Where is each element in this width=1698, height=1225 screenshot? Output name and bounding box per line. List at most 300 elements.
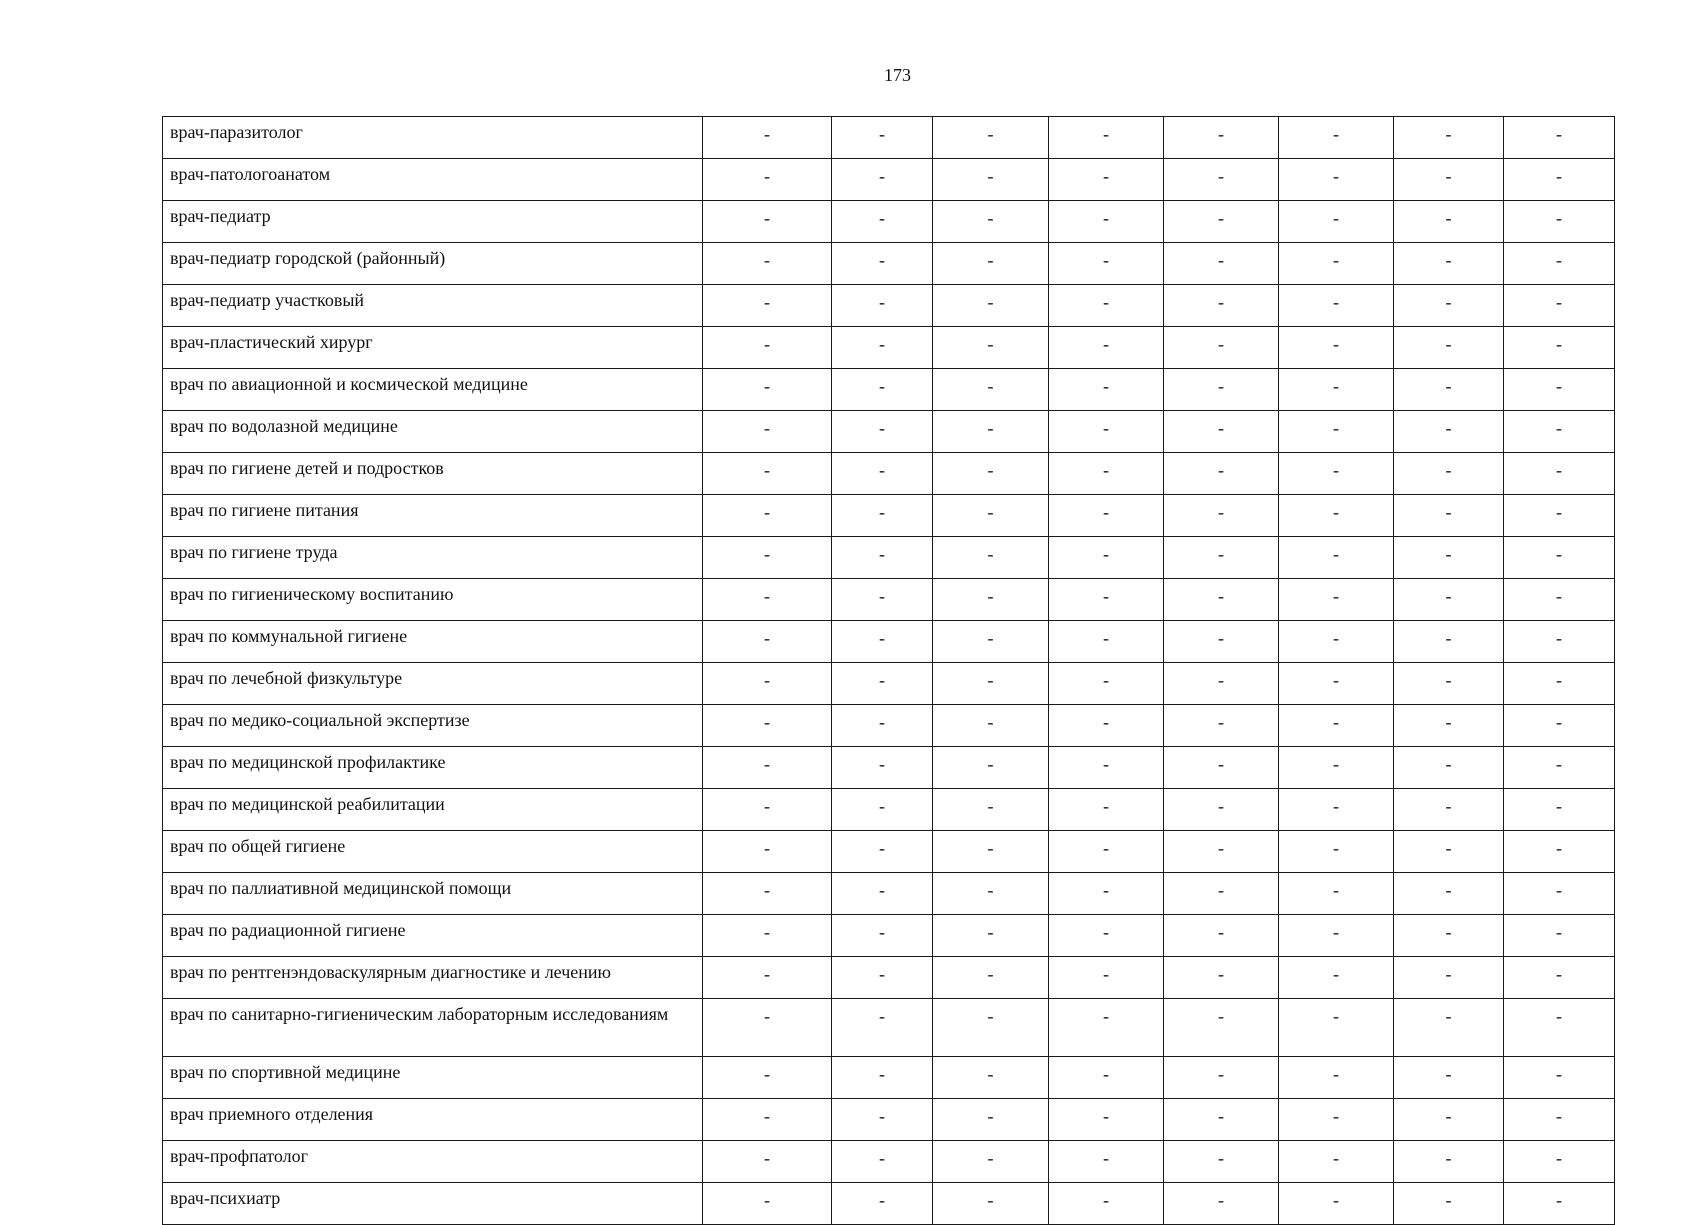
value-cell [1394,243,1504,285]
dash-value: - [987,670,994,690]
value-cell [1279,327,1394,369]
value-cell [1504,579,1615,621]
value-cell [1279,369,1394,411]
value-cell [933,663,1049,705]
dash-value: - [1333,628,1339,648]
dash-value: - [879,586,885,606]
value-cell [832,369,933,411]
dash-value: - [1103,208,1109,228]
value-cell [832,117,933,159]
value-cell [933,453,1049,495]
dash-value: - [1103,460,1109,480]
value-cell [1164,537,1279,579]
value-cell [1504,537,1615,579]
dash-value: - [1103,712,1109,732]
dash-value: - [1333,1148,1339,1168]
dash-value: - [1218,1148,1224,1168]
value-cell [1164,1057,1279,1099]
value-cell [933,621,1049,663]
dash-value: - [1103,1190,1109,1210]
dash-value: - [1556,208,1562,228]
value-cell [832,243,933,285]
table-row [163,915,1615,957]
dash-value: - [879,334,885,354]
value-cell [1279,789,1394,831]
dash-value: - [1556,1006,1562,1026]
value-cell [1049,369,1164,411]
value-cell [703,831,832,873]
value-cell [1164,621,1279,663]
value-cell [1504,1099,1615,1141]
specialty-name-cell: врач по гигиене питания [163,495,703,537]
dash-value: - [1218,1064,1224,1084]
dash-value: - [1103,1106,1109,1126]
value-cell [1394,369,1504,411]
dash-value: - [1445,922,1452,942]
dash-value: - [879,880,885,900]
value-cell [933,537,1049,579]
dash-value: - [879,124,885,144]
dash-value: - [987,166,994,186]
dash-value: - [879,208,885,228]
dash-value: - [879,754,885,774]
dash-value: - [1218,124,1224,144]
value-cell [1394,663,1504,705]
dash-value: - [879,838,885,858]
value-cell [703,159,832,201]
dash-value: - [1218,754,1224,774]
dash-value: - [1556,712,1562,732]
value-cell [832,705,933,747]
dash-value: - [1445,208,1452,228]
specialty-name-cell: врач-пластический хирург [163,327,703,369]
dash-value: - [1445,1190,1452,1210]
dash-value: - [1556,1106,1562,1126]
dash-value: - [1218,922,1224,942]
specialty-name-cell: врач по лечебной физкультуре [163,663,703,705]
dash-value: - [764,1006,770,1026]
dash-value: - [1333,334,1339,354]
value-cell [832,327,933,369]
value-cell [1504,957,1615,999]
value-cell [703,999,832,1057]
value-cell [1394,747,1504,789]
value-cell [1164,201,1279,243]
dash-value: - [1103,376,1109,396]
value-cell [703,537,832,579]
table-row [163,1183,1615,1225]
dash-value: - [987,124,994,144]
dash-value: - [1445,586,1452,606]
dash-value: - [987,250,994,270]
table-body [163,117,1615,1225]
value-cell [1049,243,1164,285]
value-cell [1049,1141,1164,1183]
value-cell [1164,789,1279,831]
dash-value: - [1103,922,1109,942]
dash-value: - [1445,166,1452,186]
dash-value: - [1556,292,1562,312]
value-cell [1164,411,1279,453]
dash-value: - [764,124,770,144]
value-cell [1049,579,1164,621]
dash-value: - [987,586,994,606]
value-cell [703,285,832,327]
dash-value: - [1218,1106,1224,1126]
value-cell [1049,537,1164,579]
dash-value: - [879,376,885,396]
dash-value: - [1556,880,1562,900]
dash-value: - [764,628,770,648]
value-cell [1394,201,1504,243]
dash-value: - [879,1106,885,1126]
value-cell [1394,285,1504,327]
value-cell [1279,1183,1394,1225]
dash-value: - [1333,1064,1339,1084]
value-cell [1164,579,1279,621]
value-cell [1504,159,1615,201]
dash-value: - [1218,460,1224,480]
dash-value: - [1556,250,1562,270]
dash-value: - [1556,628,1562,648]
value-cell [1279,747,1394,789]
value-cell [703,495,832,537]
value-cell [1164,915,1279,957]
specialty-name-cell: врач-патологоанатом [163,159,703,201]
dash-value: - [1103,670,1109,690]
dash-value: - [1556,1148,1562,1168]
value-cell [1279,915,1394,957]
dash-value: - [1556,334,1562,354]
value-cell [1504,705,1615,747]
dash-value: - [879,292,885,312]
dash-value: - [1103,628,1109,648]
dash-value: - [1445,1064,1452,1084]
dash-value: - [764,544,770,564]
dash-value: - [1218,838,1224,858]
dash-value: - [764,670,770,690]
value-cell [1279,999,1394,1057]
dash-value: - [1218,292,1224,312]
value-cell [703,243,832,285]
table-row [163,159,1615,201]
specialty-name-cell: врач по общей гигиене [163,831,703,873]
value-cell [1504,747,1615,789]
value-cell [832,537,933,579]
value-cell [933,285,1049,327]
value-cell [1394,873,1504,915]
dash-value: - [1103,250,1109,270]
value-cell [1049,705,1164,747]
dash-value: - [1445,460,1452,480]
value-cell [1049,663,1164,705]
dash-value: - [1333,586,1339,606]
table-row [163,243,1615,285]
dash-value: - [879,502,885,522]
value-cell [1049,1057,1164,1099]
value-cell [1279,453,1394,495]
value-cell [1394,1057,1504,1099]
value-cell [1394,159,1504,201]
dash-value: - [764,1106,770,1126]
specialty-name-cell: врач по радиационной гигиене [163,915,703,957]
dash-value: - [879,418,885,438]
dash-value: - [764,586,770,606]
value-cell [1504,1141,1615,1183]
value-cell [832,957,933,999]
dash-value: - [879,712,885,732]
value-cell [703,369,832,411]
dash-value: - [1556,418,1562,438]
specialty-table [162,116,1615,1225]
dash-value: - [879,544,885,564]
dash-value: - [1218,418,1224,438]
dash-value: - [764,418,770,438]
value-cell [1049,285,1164,327]
dash-value: - [764,964,770,984]
dash-value: - [1333,880,1339,900]
value-cell [1504,369,1615,411]
dash-value: - [1445,1148,1452,1168]
dash-value: - [764,1190,770,1210]
dash-value: - [1103,838,1109,858]
dash-value: - [764,208,770,228]
dash-value: - [764,460,770,480]
value-cell [832,579,933,621]
dash-value: - [1556,754,1562,774]
value-cell [1394,1141,1504,1183]
value-cell [703,873,832,915]
value-cell [1504,117,1615,159]
dash-value: - [1445,334,1452,354]
value-cell [1504,621,1615,663]
value-cell [1279,117,1394,159]
value-cell [1049,747,1164,789]
value-cell [933,873,1049,915]
dash-value: - [1556,922,1562,942]
value-cell [703,411,832,453]
table-row [163,285,1615,327]
dash-value: - [1333,460,1339,480]
dash-value: - [1333,922,1339,942]
specialty-name-cell: врач по водолазной медицине [163,411,703,453]
value-cell [1049,453,1164,495]
dash-value: - [1445,376,1452,396]
dash-value: - [1333,670,1339,690]
table-row [163,1099,1615,1141]
value-cell [703,201,832,243]
dash-value: - [987,460,994,480]
dash-value: - [1445,292,1452,312]
dash-value: - [1218,376,1224,396]
dash-value: - [879,670,885,690]
value-cell [1049,831,1164,873]
value-cell [1504,285,1615,327]
value-cell [1279,621,1394,663]
value-cell [1504,495,1615,537]
value-cell [1164,957,1279,999]
dash-value: - [879,922,885,942]
value-cell [933,999,1049,1057]
dash-value: - [1103,334,1109,354]
value-cell [832,831,933,873]
dash-value: - [1556,964,1562,984]
dash-value: - [1445,880,1452,900]
value-cell [933,957,1049,999]
dash-value: - [1218,586,1224,606]
value-cell [1164,243,1279,285]
dash-value: - [987,1106,994,1126]
value-cell [1279,411,1394,453]
table-row [163,705,1615,747]
value-cell [703,957,832,999]
value-cell [1049,1099,1164,1141]
dash-value: - [764,376,770,396]
specialty-name-cell: врач по гигиене детей и подростков [163,453,703,495]
table-row [163,957,1615,999]
value-cell [1394,705,1504,747]
value-cell [933,243,1049,285]
dash-value: - [879,1006,885,1026]
dash-value: - [764,250,770,270]
value-cell [832,1099,933,1141]
value-cell [933,201,1049,243]
value-cell [832,495,933,537]
value-cell [1049,201,1164,243]
dash-value: - [764,754,770,774]
value-cell [703,453,832,495]
dash-value: - [987,334,994,354]
dash-value: - [987,208,994,228]
dash-value: - [1333,1190,1339,1210]
specialty-name-cell: врач приемного отделения [163,1099,703,1141]
dash-value: - [1445,250,1452,270]
dash-value: - [987,292,994,312]
table-row [163,411,1615,453]
value-cell [933,915,1049,957]
value-cell [1164,831,1279,873]
dash-value: - [987,502,994,522]
dash-value: - [764,292,770,312]
value-cell [1049,117,1164,159]
dash-value: - [1445,544,1452,564]
dash-value: - [879,1148,885,1168]
value-cell [1394,999,1504,1057]
dash-value: - [1445,628,1452,648]
dash-value: - [1556,460,1562,480]
value-cell [832,285,933,327]
value-cell [832,159,933,201]
value-cell [1164,873,1279,915]
value-cell [832,1057,933,1099]
value-cell [832,747,933,789]
specialty-name-cell: врач по спортивной медицине [163,1057,703,1099]
dash-value: - [1218,544,1224,564]
value-cell [1504,915,1615,957]
table-row [163,789,1615,831]
value-cell [933,831,1049,873]
value-cell [703,705,832,747]
value-cell [703,579,832,621]
table-row [163,369,1615,411]
value-cell [1049,915,1164,957]
table-row [163,117,1615,159]
value-cell [703,1141,832,1183]
value-cell [1049,789,1164,831]
value-cell [703,915,832,957]
value-cell [703,1099,832,1141]
value-cell [933,1141,1049,1183]
dash-value: - [1218,670,1224,690]
dash-value: - [1218,334,1224,354]
dash-value: - [1333,838,1339,858]
value-cell [933,159,1049,201]
value-cell [1164,327,1279,369]
value-cell [1279,285,1394,327]
dash-value: - [1333,712,1339,732]
dash-value: - [1103,964,1109,984]
specialty-name-cell: врач по медицинской реабилитации [163,789,703,831]
dash-value: - [987,880,994,900]
dash-value: - [1445,754,1452,774]
dash-value: - [1218,796,1224,816]
value-cell [933,747,1049,789]
specialty-name-cell: врач по санитарно-гигиеническим лабораторным исследованиям [163,999,703,1057]
value-cell [933,579,1049,621]
dash-value: - [1218,502,1224,522]
dash-value: - [987,1190,994,1210]
value-cell [1164,285,1279,327]
dash-value: - [987,418,994,438]
page-number: 173 [884,65,911,85]
dash-value: - [1556,376,1562,396]
dash-value: - [987,838,994,858]
specialty-name-cell: врач-педиатр городской (районный) [163,243,703,285]
value-cell [1504,201,1615,243]
value-cell [1279,579,1394,621]
dash-value: - [1445,796,1452,816]
value-cell [1504,663,1615,705]
value-cell [1504,411,1615,453]
value-cell [1049,411,1164,453]
dash-value: - [879,250,885,270]
dash-value: - [1103,880,1109,900]
value-cell [1049,999,1164,1057]
value-cell [1504,453,1615,495]
dash-value: - [1445,964,1452,984]
value-cell [1279,243,1394,285]
value-cell [1394,453,1504,495]
specialty-name-cell: врач по гигиене труда [163,537,703,579]
table-row [163,1057,1615,1099]
value-cell [1394,537,1504,579]
dash-value: - [1556,838,1562,858]
dash-value: - [1556,166,1562,186]
specialty-name-cell: врач по гигиеническому воспитанию [163,579,703,621]
dash-value: - [987,544,994,564]
value-cell [1164,369,1279,411]
value-cell [703,621,832,663]
dash-value: - [1218,628,1224,648]
specialty-name-cell: врач по авиационной и космической медицине [163,369,703,411]
dash-value: - [764,922,770,942]
value-cell [1394,957,1504,999]
dash-value: - [987,796,994,816]
table-row [163,1141,1615,1183]
dash-value: - [1556,586,1562,606]
table-row [163,201,1615,243]
dash-value: - [879,460,885,480]
